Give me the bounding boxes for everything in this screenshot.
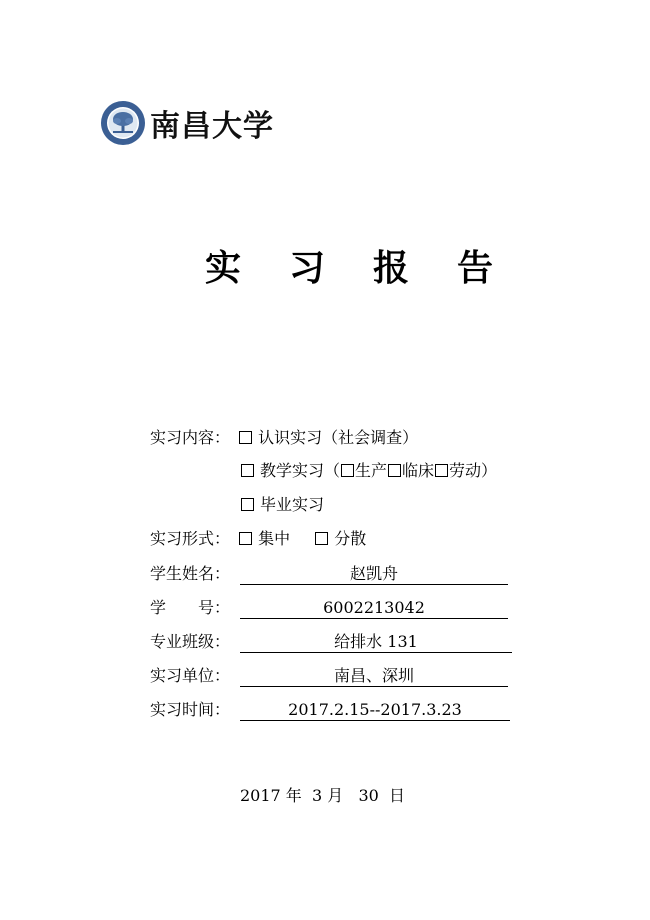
student-name-value: 赵凯舟 <box>349 564 398 583</box>
checkbox-icon[interactable] <box>315 532 328 545</box>
content-row-2 <box>241 461 497 481</box>
time-label: 实习时间： <box>150 700 231 719</box>
time-field[interactable] <box>240 700 510 721</box>
form-label: 实习形式： <box>150 529 231 548</box>
checkbox-icon[interactable] <box>241 464 254 477</box>
unit-label: 实习单位： <box>150 666 231 685</box>
checkbox-icon[interactable] <box>388 464 401 477</box>
checkbox-icon[interactable] <box>341 464 354 477</box>
unit-field[interactable] <box>240 666 508 687</box>
checkbox-icon[interactable] <box>241 498 254 511</box>
university-name: 南昌大学 <box>150 109 274 144</box>
form-row <box>150 529 366 549</box>
form-option-centralized[interactable]: 集中 <box>239 529 290 549</box>
form-option-dispersed[interactable]: 分散 <box>315 529 366 549</box>
content-label: 实习内容： <box>150 428 231 447</box>
student-name-field[interactable] <box>240 564 508 585</box>
student-id-label: 学 号： <box>150 598 231 617</box>
student-name-label: 学生姓名： <box>150 564 231 583</box>
report-title: 实习报告 <box>204 248 541 289</box>
class-label: 专业班级： <box>150 632 231 651</box>
university-seal-icon <box>100 100 146 146</box>
content-row-3 <box>241 495 324 515</box>
student-id-value: 6002213042 <box>323 598 425 617</box>
content-option-1[interactable]: 认识实习（社会调查） <box>239 428 418 448</box>
checkbox-icon[interactable] <box>435 464 448 477</box>
content-row-1 <box>150 428 418 448</box>
unit-value: 南昌、深圳 <box>333 666 414 685</box>
time-value: 2017.2.15--2017.3.23 <box>288 700 462 719</box>
checkbox-icon[interactable] <box>239 532 252 545</box>
university-logo <box>100 100 274 146</box>
student-id-field[interactable] <box>240 598 508 619</box>
content-option-3[interactable]: 毕业实习 <box>241 495 324 515</box>
report-date: 2017 年 3 月 30 日 <box>240 786 406 805</box>
checkbox-icon[interactable] <box>239 431 252 444</box>
content-option-2[interactable]: 教学实习（ 生产 临床 劳动） <box>241 461 497 481</box>
class-value: 给排水 131 <box>334 632 418 651</box>
class-field[interactable] <box>240 632 512 653</box>
